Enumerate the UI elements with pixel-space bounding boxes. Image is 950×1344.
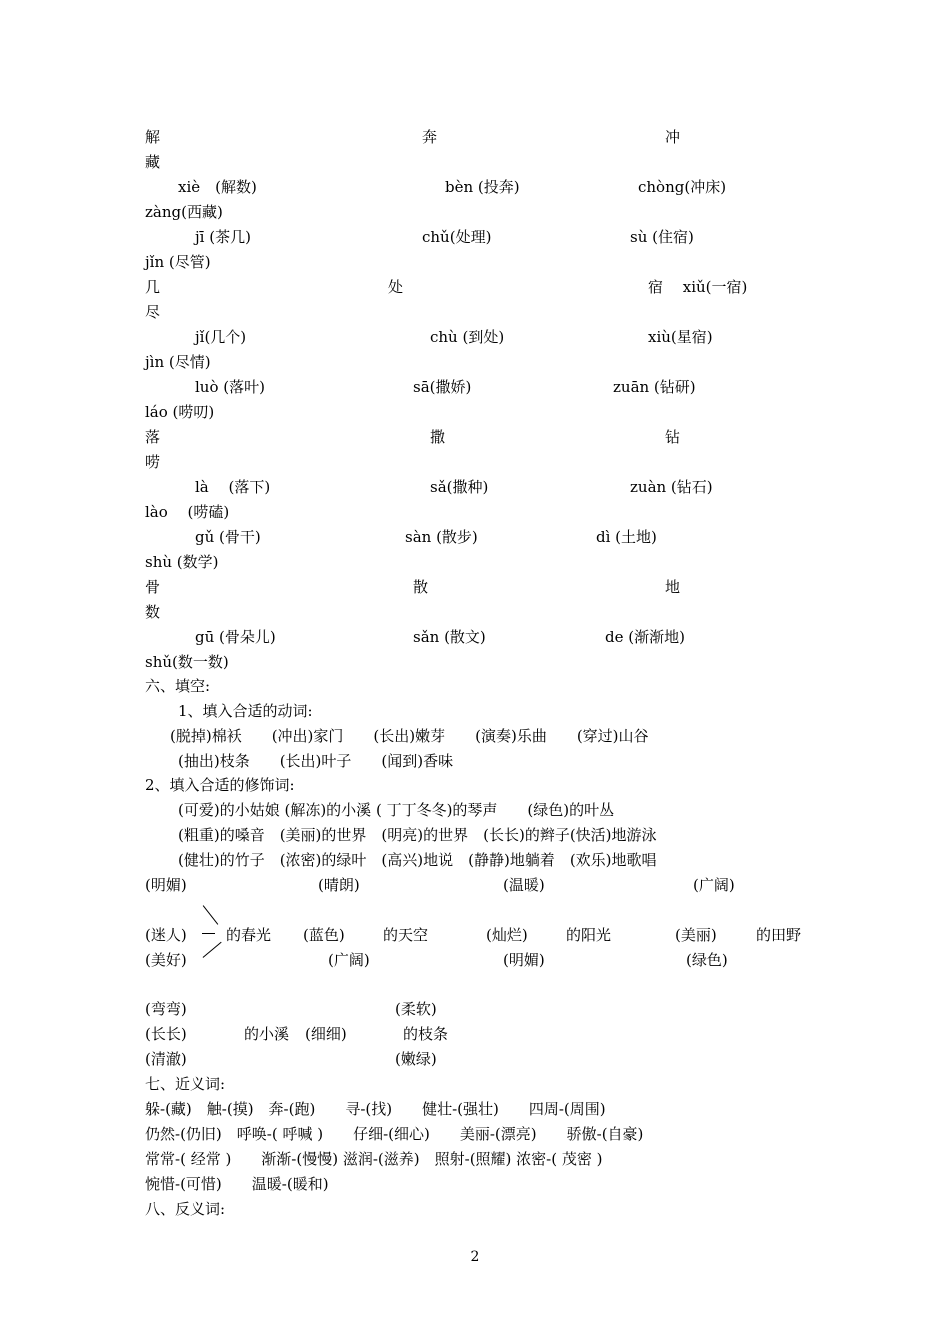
exercise-line: (脱掉)棉袄 (冲出)家门 (长出)嫩芽 (演奏)乐曲 (穿过)山谷 bbox=[170, 727, 649, 745]
modifier-word: (温暖) bbox=[503, 876, 545, 894]
polyphone-char: 奔 bbox=[422, 128, 438, 146]
pinyin-entry: shù (数学) bbox=[145, 553, 219, 571]
pinyin-entry: láo (唠叨) bbox=[145, 403, 215, 421]
noun-phrase: 的阳光 bbox=[566, 926, 612, 944]
pinyin-entry: zàng(西藏) bbox=[145, 203, 223, 221]
pinyin-entry: dì (土地) bbox=[596, 528, 657, 546]
polyphone-char: 解 bbox=[145, 128, 161, 146]
pinyin-entry: jǐn (尽管) bbox=[145, 253, 211, 271]
polyphone-char: 唠 bbox=[145, 453, 161, 471]
synonym-line: 常常-( 经常 ) 渐渐-(慢慢) 滋润-(滋养) 照射-(照耀) 浓密-( 茂密 ) bbox=[145, 1150, 603, 1168]
polyphone-char: 冲 bbox=[665, 128, 681, 146]
noun-phrase: 的天空 bbox=[383, 926, 429, 944]
pinyin-entry: sǎn (散文) bbox=[413, 628, 486, 646]
modifier-word: (晴朗) bbox=[318, 876, 360, 894]
synonym-line: 仍然-(仍旧) 呼唤-( 呼喊 ) 仔细-(细心) 美丽-(漂亮) 骄傲-(自豪) bbox=[145, 1125, 644, 1143]
noun-phrase: 的田野 bbox=[756, 926, 802, 944]
subsection-title: 2、填入合适的修饰词: bbox=[145, 776, 295, 794]
pinyin-entry: xiù(星宿) bbox=[648, 328, 713, 346]
polyphone-char: 尽 bbox=[145, 303, 161, 321]
polyphone-char: 藏 bbox=[145, 153, 161, 171]
modifier-word: (美好) bbox=[145, 951, 187, 969]
pinyin-entry: chù (到处) bbox=[430, 328, 505, 346]
pinyin-entry: chòng(冲床) bbox=[638, 178, 727, 196]
pinyin-entry: gǔ (骨干) bbox=[195, 528, 261, 546]
pinyin-entry: zuān (钻研) bbox=[613, 378, 696, 396]
exercise-line: (抽出)枝条 (长出)叶子 (闻到)香味 bbox=[178, 752, 454, 770]
pinyin-entry: zuàn (钻石) bbox=[630, 478, 713, 496]
pinyin-entry: xiè (解数) bbox=[178, 178, 257, 196]
exercise-line: (可爱)的小姑娘 (解冻)的小溪 ( 丁丁冬冬)的琴声 (绿色)的叶丛 bbox=[178, 801, 615, 819]
bracket-line bbox=[203, 942, 222, 958]
section-heading: 七、近义词: bbox=[145, 1075, 226, 1093]
polyphone-char: 几 bbox=[145, 278, 161, 296]
modifier-word: (明媚) bbox=[145, 876, 187, 894]
polyphone-char: 钻 bbox=[665, 428, 681, 446]
synonym-line: 躲-(藏) 触-(摸) 奔-(跑) 寻-(找) 健壮-(强壮) 四周-(周围) bbox=[145, 1100, 606, 1118]
bracket-line bbox=[202, 933, 215, 934]
modifier-word: (灿烂) bbox=[486, 926, 528, 944]
modifier-word: (长长) bbox=[145, 1025, 187, 1043]
modifier-word: (明媚) bbox=[503, 951, 545, 969]
pinyin-entry: lào (唠磕) bbox=[145, 503, 230, 521]
pinyin-entry: chǔ(处理) bbox=[422, 228, 492, 246]
modifier-word: (美丽) bbox=[675, 926, 717, 944]
polyphone-char: 撒 bbox=[430, 428, 446, 446]
modifier-word: (细细) bbox=[305, 1025, 347, 1043]
modifier-word: (绿色) bbox=[686, 951, 728, 969]
pinyin-entry: sā(撒娇) bbox=[413, 378, 472, 396]
exercise-line: (粗重)的嗓音 (美丽)的世界 (明亮)的世界 (长长)的辫子(快活)地游泳 bbox=[178, 826, 657, 844]
modifier-word: (弯弯) bbox=[145, 1000, 187, 1018]
pinyin-entry: de (渐渐地) bbox=[605, 628, 685, 646]
polyphone-char: 散 bbox=[413, 578, 429, 596]
noun-phrase: 的枝条 bbox=[403, 1025, 449, 1043]
modifier-word: (蓝色) bbox=[303, 926, 345, 944]
section-heading: 八、反义词: bbox=[145, 1200, 226, 1218]
polyphone-char: 落 bbox=[145, 428, 161, 446]
modifier-word: (广阔) bbox=[328, 951, 370, 969]
modifier-word: (迷人) bbox=[145, 926, 187, 944]
pinyin-entry: gū (骨朵儿) bbox=[195, 628, 276, 646]
subsection-title: 1、填入合适的动词: bbox=[178, 702, 313, 720]
pinyin-entry: sù (住宿) bbox=[630, 228, 694, 246]
section-heading: 六、填空: bbox=[145, 677, 211, 695]
modifier-word: (清澈) bbox=[145, 1050, 187, 1068]
pinyin-entry: shǔ(数一数) bbox=[145, 653, 229, 671]
polyphone-char: 地 bbox=[665, 578, 681, 596]
noun-phrase: 的春光 bbox=[226, 926, 272, 944]
modifier-word: (柔软) bbox=[395, 1000, 437, 1018]
exercise-line: (健壮)的竹子 (浓密)的绿叶 (高兴)地说 (静静)地躺着 (欢乐)地歌唱 bbox=[178, 851, 657, 869]
pinyin-entry: sǎ(撒种) bbox=[430, 478, 489, 496]
pinyin-entry: sàn (散步) bbox=[405, 528, 478, 546]
pinyin-entry: jìn (尽情) bbox=[145, 353, 211, 371]
pinyin-entry: luò (落叶) bbox=[195, 378, 265, 396]
page-number: 2 bbox=[470, 1249, 480, 1265]
noun-phrase: 的小溪 bbox=[244, 1025, 290, 1043]
polyphone-char: 骨 bbox=[145, 578, 161, 596]
pinyin-entry: jǐ(几个) bbox=[195, 328, 247, 346]
synonym-line: 惋惜-(可惜) 温暖-(暖和) bbox=[145, 1175, 329, 1193]
polyphone-char: 数 bbox=[145, 603, 161, 621]
polyphone-char: 宿 xiǔ(一宿) bbox=[648, 278, 748, 296]
pinyin-entry: là (落下) bbox=[195, 478, 271, 496]
pinyin-entry: bèn (投奔) bbox=[445, 178, 520, 196]
bracket-line bbox=[202, 905, 218, 925]
modifier-word: (广阔) bbox=[693, 876, 735, 894]
polyphone-char: 处 bbox=[388, 278, 404, 296]
pinyin-entry: jī (茶几) bbox=[195, 228, 251, 246]
modifier-word: (嫩绿) bbox=[395, 1050, 437, 1068]
